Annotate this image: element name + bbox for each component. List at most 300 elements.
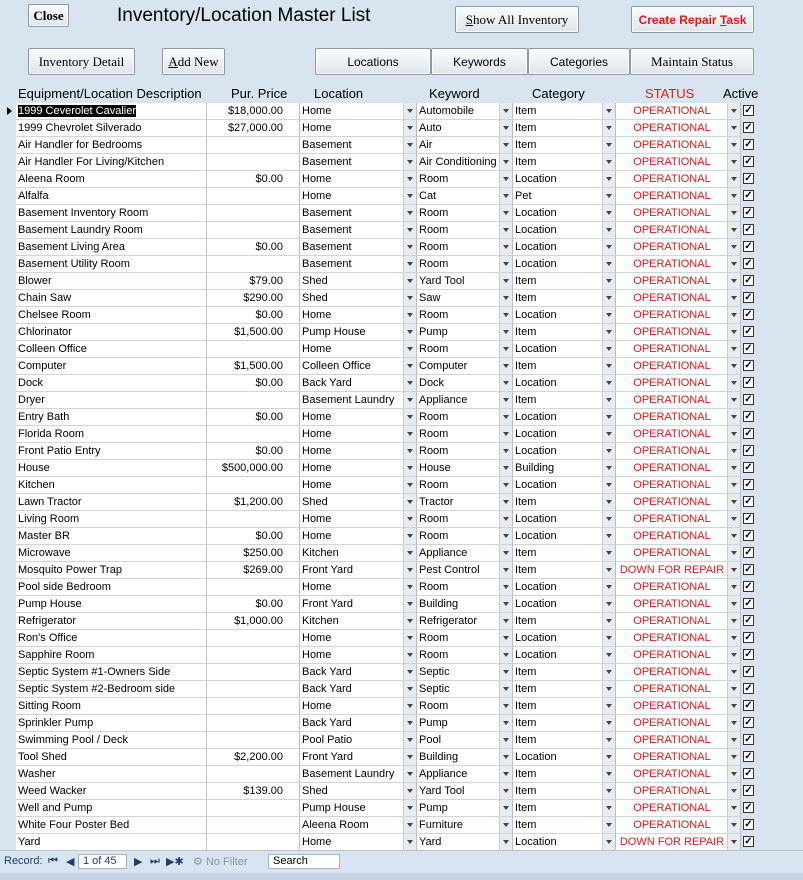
- chevron-down-icon[interactable]: [602, 715, 615, 731]
- category-select[interactable]: [513, 171, 616, 188]
- record-selector[interactable]: [4, 103, 16, 120]
- table-row[interactable]: [4, 358, 803, 375]
- chevron-down-icon[interactable]: [403, 528, 416, 544]
- category-select[interactable]: [513, 596, 616, 613]
- price-cell[interactable]: [207, 579, 300, 596]
- status-select[interactable]: [616, 426, 741, 443]
- chevron-down-icon[interactable]: [403, 307, 416, 323]
- table-row[interactable]: [4, 120, 803, 137]
- chevron-down-icon[interactable]: [727, 477, 740, 493]
- record-selector[interactable]: [4, 324, 16, 341]
- chevron-down-icon[interactable]: [403, 341, 416, 357]
- chevron-down-icon[interactable]: [602, 800, 615, 816]
- location-select[interactable]: [300, 664, 417, 681]
- keyword-select[interactable]: [417, 817, 513, 834]
- category-select[interactable]: [513, 460, 616, 477]
- keyword-select[interactable]: [417, 715, 513, 732]
- chevron-down-icon[interactable]: [499, 817, 512, 833]
- price-cell[interactable]: [207, 256, 300, 273]
- record-selector[interactable]: [4, 647, 16, 664]
- chevron-down-icon[interactable]: [499, 664, 512, 680]
- record-selector[interactable]: [4, 817, 16, 834]
- location-select[interactable]: [300, 783, 417, 800]
- keyword-select[interactable]: [417, 273, 513, 290]
- status-select[interactable]: [616, 341, 741, 358]
- chevron-down-icon[interactable]: [499, 290, 512, 306]
- chevron-down-icon[interactable]: [499, 681, 512, 697]
- table-row[interactable]: [4, 443, 803, 460]
- table-row[interactable]: [4, 647, 803, 664]
- chevron-down-icon[interactable]: [403, 494, 416, 510]
- active-checkbox[interactable]: [741, 817, 757, 834]
- chevron-down-icon[interactable]: [403, 834, 416, 850]
- keyword-select[interactable]: [417, 222, 513, 239]
- add-new-button[interactable]: [162, 48, 225, 75]
- description-cell[interactable]: [16, 545, 207, 562]
- active-checkbox[interactable]: [741, 392, 757, 409]
- chevron-down-icon[interactable]: [727, 766, 740, 782]
- description-cell[interactable]: [16, 562, 207, 579]
- category-select[interactable]: [513, 137, 616, 154]
- description-cell[interactable]: [16, 681, 207, 698]
- keyword-select[interactable]: [417, 800, 513, 817]
- chevron-down-icon[interactable]: [403, 477, 416, 493]
- chevron-down-icon[interactable]: [403, 103, 416, 119]
- active-checkbox[interactable]: [741, 443, 757, 460]
- category-select[interactable]: [513, 698, 616, 715]
- record-selector[interactable]: [4, 749, 16, 766]
- category-select[interactable]: [513, 783, 616, 800]
- create-repair-task-button[interactable]: [631, 6, 754, 33]
- table-row[interactable]: [4, 545, 803, 562]
- active-checkbox[interactable]: [741, 477, 757, 494]
- record-selector[interactable]: [4, 698, 16, 715]
- price-cell[interactable]: $1,200.00: [207, 494, 300, 511]
- status-select[interactable]: [616, 324, 741, 341]
- keyword-select[interactable]: [417, 528, 513, 545]
- record-selector[interactable]: [4, 222, 16, 239]
- description-cell[interactable]: [16, 239, 207, 256]
- category-select[interactable]: [513, 256, 616, 273]
- category-select[interactable]: [513, 392, 616, 409]
- category-select[interactable]: [513, 613, 616, 630]
- location-select[interactable]: [300, 630, 417, 647]
- keyword-select[interactable]: [417, 188, 513, 205]
- description-cell[interactable]: [16, 426, 207, 443]
- chevron-down-icon[interactable]: [403, 545, 416, 561]
- chevron-down-icon[interactable]: [727, 647, 740, 663]
- record-selector[interactable]: [4, 358, 16, 375]
- record-selector[interactable]: [4, 545, 16, 562]
- description-cell[interactable]: [16, 477, 207, 494]
- price-cell[interactable]: $500,000.00: [207, 460, 300, 477]
- chevron-down-icon[interactable]: [499, 273, 512, 289]
- price-cell[interactable]: $0.00: [207, 171, 300, 188]
- chevron-down-icon[interactable]: [602, 426, 615, 442]
- price-cell[interactable]: [207, 426, 300, 443]
- keyword-select[interactable]: [417, 375, 513, 392]
- category-select[interactable]: [513, 817, 616, 834]
- status-select[interactable]: [616, 579, 741, 596]
- description-cell[interactable]: [16, 834, 207, 851]
- keyword-select[interactable]: [417, 766, 513, 783]
- location-select[interactable]: [300, 392, 417, 409]
- chevron-down-icon[interactable]: [727, 698, 740, 714]
- active-checkbox[interactable]: [741, 511, 757, 528]
- category-select[interactable]: [513, 103, 616, 120]
- table-row[interactable]: [4, 596, 803, 613]
- chevron-down-icon[interactable]: [499, 426, 512, 442]
- location-select[interactable]: [300, 222, 417, 239]
- active-checkbox[interactable]: [741, 783, 757, 800]
- price-cell[interactable]: [207, 341, 300, 358]
- table-row[interactable]: [4, 375, 803, 392]
- price-cell[interactable]: [207, 647, 300, 664]
- keyword-select[interactable]: [417, 154, 513, 171]
- price-cell[interactable]: [207, 630, 300, 647]
- active-checkbox[interactable]: [741, 103, 757, 120]
- keyword-select[interactable]: [417, 834, 513, 851]
- category-select[interactable]: [513, 494, 616, 511]
- location-select[interactable]: [300, 409, 417, 426]
- table-row[interactable]: [4, 290, 803, 307]
- record-selector[interactable]: [4, 681, 16, 698]
- active-checkbox[interactable]: [741, 205, 757, 222]
- status-select[interactable]: [616, 630, 741, 647]
- chevron-down-icon[interactable]: [403, 817, 416, 833]
- record-selector[interactable]: [4, 460, 16, 477]
- chevron-down-icon[interactable]: [403, 596, 416, 612]
- location-select[interactable]: [300, 341, 417, 358]
- chevron-down-icon[interactable]: [727, 103, 740, 119]
- chevron-down-icon[interactable]: [499, 749, 512, 765]
- table-row[interactable]: [4, 273, 803, 290]
- record-selector[interactable]: [4, 154, 16, 171]
- chevron-down-icon[interactable]: [499, 171, 512, 187]
- chevron-down-icon[interactable]: [499, 358, 512, 374]
- record-selector[interactable]: [4, 341, 16, 358]
- chevron-down-icon[interactable]: [499, 103, 512, 119]
- chevron-down-icon[interactable]: [403, 783, 416, 799]
- chevron-down-icon[interactable]: [727, 681, 740, 697]
- location-select[interactable]: [300, 290, 417, 307]
- chevron-down-icon[interactable]: [403, 681, 416, 697]
- table-row[interactable]: [4, 698, 803, 715]
- price-cell[interactable]: [207, 205, 300, 222]
- table-row[interactable]: [4, 171, 803, 188]
- chevron-down-icon[interactable]: [602, 273, 615, 289]
- location-select[interactable]: [300, 800, 417, 817]
- category-select[interactable]: [513, 307, 616, 324]
- location-select[interactable]: [300, 375, 417, 392]
- price-cell[interactable]: [207, 477, 300, 494]
- table-row[interactable]: [4, 392, 803, 409]
- table-row[interactable]: [4, 256, 803, 273]
- price-cell[interactable]: $0.00: [207, 596, 300, 613]
- chevron-down-icon[interactable]: [602, 256, 615, 272]
- record-selector[interactable]: [4, 409, 16, 426]
- category-select[interactable]: [513, 273, 616, 290]
- chevron-down-icon[interactable]: [602, 375, 615, 391]
- chevron-down-icon[interactable]: [602, 392, 615, 408]
- status-select[interactable]: [616, 749, 741, 766]
- description-cell[interactable]: [16, 715, 207, 732]
- status-select[interactable]: [616, 715, 741, 732]
- chevron-down-icon[interactable]: [403, 171, 416, 187]
- active-checkbox[interactable]: [741, 409, 757, 426]
- chevron-down-icon[interactable]: [403, 562, 416, 578]
- active-checkbox[interactable]: [741, 749, 757, 766]
- status-select[interactable]: [616, 222, 741, 239]
- description-cell[interactable]: [16, 188, 207, 205]
- chevron-down-icon[interactable]: [727, 443, 740, 459]
- active-checkbox[interactable]: [741, 545, 757, 562]
- table-row[interactable]: [4, 834, 803, 851]
- table-row[interactable]: [4, 681, 803, 698]
- description-cell[interactable]: [16, 800, 207, 817]
- status-select[interactable]: [616, 681, 741, 698]
- chevron-down-icon[interactable]: [403, 324, 416, 340]
- chevron-down-icon[interactable]: [403, 137, 416, 153]
- category-select[interactable]: [513, 545, 616, 562]
- chevron-down-icon[interactable]: [727, 205, 740, 221]
- chevron-down-icon[interactable]: [403, 273, 416, 289]
- status-select[interactable]: [616, 511, 741, 528]
- chevron-down-icon[interactable]: [727, 290, 740, 306]
- active-checkbox[interactable]: [741, 630, 757, 647]
- record-selector[interactable]: [4, 205, 16, 222]
- chevron-down-icon[interactable]: [499, 528, 512, 544]
- record-selector[interactable]: [4, 290, 16, 307]
- category-select[interactable]: [513, 715, 616, 732]
- keyword-select[interactable]: [417, 681, 513, 698]
- category-select[interactable]: [513, 732, 616, 749]
- chevron-down-icon[interactable]: [499, 834, 512, 850]
- chevron-down-icon[interactable]: [403, 205, 416, 221]
- active-checkbox[interactable]: [741, 222, 757, 239]
- table-row[interactable]: [4, 409, 803, 426]
- status-select[interactable]: [616, 273, 741, 290]
- price-cell[interactable]: $18,000.00: [207, 103, 300, 120]
- location-select[interactable]: [300, 239, 417, 256]
- chevron-down-icon[interactable]: [602, 562, 615, 578]
- chevron-down-icon[interactable]: [499, 205, 512, 221]
- chevron-down-icon[interactable]: [602, 749, 615, 765]
- location-select[interactable]: [300, 307, 417, 324]
- record-selector[interactable]: [4, 375, 16, 392]
- location-select[interactable]: [300, 443, 417, 460]
- keyword-select[interactable]: [417, 596, 513, 613]
- record-selector[interactable]: [4, 579, 16, 596]
- active-checkbox[interactable]: [741, 273, 757, 290]
- price-cell[interactable]: $0.00: [207, 375, 300, 392]
- active-checkbox[interactable]: [741, 800, 757, 817]
- keyword-select[interactable]: [417, 137, 513, 154]
- price-cell[interactable]: $250.00: [207, 545, 300, 562]
- record-selector[interactable]: [4, 715, 16, 732]
- price-cell[interactable]: [207, 664, 300, 681]
- chevron-down-icon[interactable]: [602, 341, 615, 357]
- category-select[interactable]: [513, 511, 616, 528]
- table-row[interactable]: [4, 222, 803, 239]
- chevron-down-icon[interactable]: [602, 613, 615, 629]
- chevron-down-icon[interactable]: [727, 188, 740, 204]
- chevron-down-icon[interactable]: [403, 256, 416, 272]
- category-select[interactable]: [513, 443, 616, 460]
- description-cell[interactable]: [16, 256, 207, 273]
- keyword-select[interactable]: [417, 511, 513, 528]
- category-select[interactable]: [513, 120, 616, 137]
- record-selector[interactable]: [4, 443, 16, 460]
- active-checkbox[interactable]: [741, 647, 757, 664]
- category-select[interactable]: [513, 834, 616, 851]
- chevron-down-icon[interactable]: [602, 188, 615, 204]
- record-selector[interactable]: [4, 273, 16, 290]
- chevron-down-icon[interactable]: [499, 392, 512, 408]
- location-select[interactable]: [300, 596, 417, 613]
- status-select[interactable]: [616, 783, 741, 800]
- active-checkbox[interactable]: [741, 324, 757, 341]
- chevron-down-icon[interactable]: [727, 273, 740, 289]
- chevron-down-icon[interactable]: [602, 817, 615, 833]
- new-record-icon[interactable]: ▶✱: [166, 856, 184, 868]
- chevron-down-icon[interactable]: [727, 817, 740, 833]
- location-select[interactable]: [300, 188, 417, 205]
- category-select[interactable]: [513, 239, 616, 256]
- chevron-down-icon[interactable]: [727, 545, 740, 561]
- location-select[interactable]: [300, 205, 417, 222]
- chevron-down-icon[interactable]: [602, 307, 615, 323]
- price-cell[interactable]: [207, 766, 300, 783]
- chevron-down-icon[interactable]: [499, 239, 512, 255]
- record-selector[interactable]: [4, 528, 16, 545]
- price-cell[interactable]: $0.00: [207, 409, 300, 426]
- price-cell[interactable]: $290.00: [207, 290, 300, 307]
- chevron-down-icon[interactable]: [403, 120, 416, 136]
- table-row[interactable]: [4, 528, 803, 545]
- keyword-select[interactable]: [417, 460, 513, 477]
- chevron-down-icon[interactable]: [403, 749, 416, 765]
- chevron-down-icon[interactable]: [727, 358, 740, 374]
- locations-button[interactable]: Locations: [315, 48, 431, 75]
- price-cell[interactable]: [207, 392, 300, 409]
- chevron-down-icon[interactable]: [403, 409, 416, 425]
- chevron-down-icon[interactable]: [403, 188, 416, 204]
- chevron-down-icon[interactable]: [499, 188, 512, 204]
- chevron-down-icon[interactable]: [403, 222, 416, 238]
- location-select[interactable]: [300, 477, 417, 494]
- record-selector[interactable]: [4, 562, 16, 579]
- table-row[interactable]: [4, 205, 803, 222]
- description-cell[interactable]: [16, 749, 207, 766]
- location-select[interactable]: [300, 545, 417, 562]
- table-row[interactable]: [4, 494, 803, 511]
- chevron-down-icon[interactable]: [602, 137, 615, 153]
- chevron-down-icon[interactable]: [499, 324, 512, 340]
- keyword-select[interactable]: [417, 341, 513, 358]
- price-cell[interactable]: $0.00: [207, 443, 300, 460]
- active-checkbox[interactable]: [741, 154, 757, 171]
- description-cell[interactable]: [16, 596, 207, 613]
- chevron-down-icon[interactable]: [403, 664, 416, 680]
- chevron-down-icon[interactable]: [602, 154, 615, 170]
- chevron-down-icon[interactable]: [403, 460, 416, 476]
- keyword-select[interactable]: [417, 307, 513, 324]
- status-select[interactable]: [616, 698, 741, 715]
- next-record-icon[interactable]: ▶: [134, 856, 143, 868]
- category-select[interactable]: [513, 409, 616, 426]
- active-checkbox[interactable]: [741, 698, 757, 715]
- chevron-down-icon[interactable]: [499, 579, 512, 595]
- status-select[interactable]: [616, 528, 741, 545]
- location-select[interactable]: [300, 120, 417, 137]
- price-cell[interactable]: $0.00: [207, 239, 300, 256]
- maintain-status-button[interactable]: Maintain Status: [630, 48, 754, 75]
- chevron-down-icon[interactable]: [602, 477, 615, 493]
- keyword-select[interactable]: [417, 545, 513, 562]
- location-select[interactable]: [300, 647, 417, 664]
- chevron-down-icon[interactable]: [403, 358, 416, 374]
- table-row[interactable]: [4, 664, 803, 681]
- keyword-select[interactable]: [417, 477, 513, 494]
- chevron-down-icon[interactable]: [727, 375, 740, 391]
- first-record-icon[interactable]: ⏮: [48, 855, 58, 867]
- chevron-down-icon[interactable]: [602, 239, 615, 255]
- inventory-detail-button[interactable]: Inventory Detail: [28, 48, 135, 75]
- table-row[interactable]: [4, 749, 803, 766]
- record-selector[interactable]: [4, 664, 16, 681]
- location-select[interactable]: [300, 358, 417, 375]
- category-select[interactable]: [513, 222, 616, 239]
- chevron-down-icon[interactable]: [727, 715, 740, 731]
- active-checkbox[interactable]: [741, 715, 757, 732]
- category-select[interactable]: [513, 154, 616, 171]
- location-select[interactable]: [300, 137, 417, 154]
- keyword-select[interactable]: [417, 426, 513, 443]
- keyword-select[interactable]: [417, 120, 513, 137]
- description-cell[interactable]: [16, 290, 207, 307]
- description-cell[interactable]: [16, 494, 207, 511]
- keyword-select[interactable]: [417, 358, 513, 375]
- keyword-select[interactable]: [417, 103, 513, 120]
- description-cell[interactable]: [16, 375, 207, 392]
- chevron-down-icon[interactable]: [499, 545, 512, 561]
- chevron-down-icon[interactable]: [727, 783, 740, 799]
- category-select[interactable]: [513, 290, 616, 307]
- price-cell[interactable]: [207, 732, 300, 749]
- chevron-down-icon[interactable]: [727, 613, 740, 629]
- table-row[interactable]: [4, 715, 803, 732]
- table-row[interactable]: [4, 324, 803, 341]
- chevron-down-icon[interactable]: [602, 324, 615, 340]
- current-record-field[interactable]: 1 of 45: [78, 854, 127, 869]
- active-checkbox[interactable]: [741, 579, 757, 596]
- status-select[interactable]: [616, 409, 741, 426]
- table-row[interactable]: [4, 307, 803, 324]
- active-checkbox[interactable]: [741, 562, 757, 579]
- description-cell[interactable]: [16, 511, 207, 528]
- chevron-down-icon[interactable]: [727, 800, 740, 816]
- keyword-select[interactable]: [417, 290, 513, 307]
- chevron-down-icon[interactable]: [602, 171, 615, 187]
- active-checkbox[interactable]: [741, 341, 757, 358]
- location-select[interactable]: [300, 171, 417, 188]
- chevron-down-icon[interactable]: [403, 443, 416, 459]
- chevron-down-icon[interactable]: [499, 766, 512, 782]
- chevron-down-icon[interactable]: [602, 732, 615, 748]
- chevron-down-icon[interactable]: [727, 596, 740, 612]
- chevron-down-icon[interactable]: [602, 120, 615, 136]
